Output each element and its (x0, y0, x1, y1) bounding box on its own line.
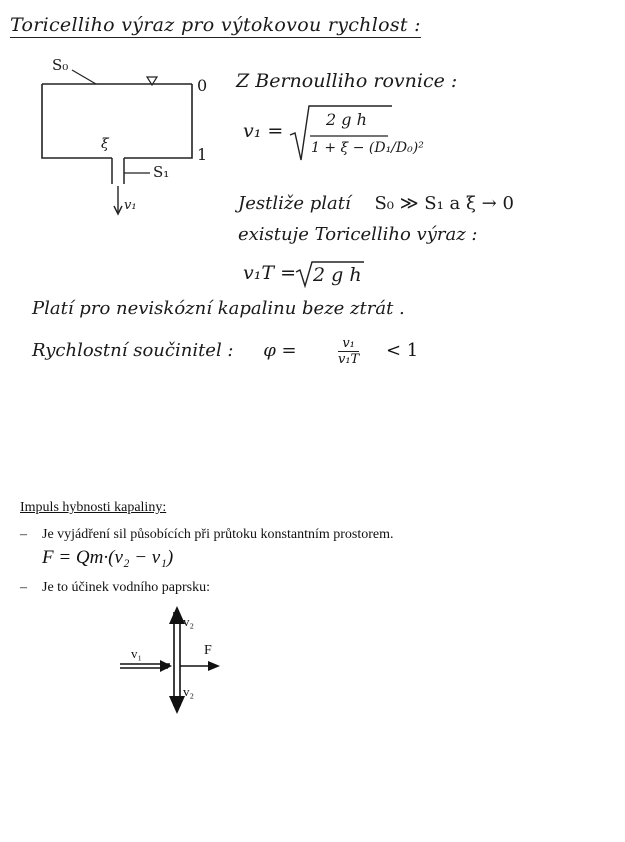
bullet-dash: – (20, 580, 27, 595)
label-level0: 0 (197, 76, 208, 95)
coef-denominator: v₁T (338, 352, 360, 367)
label-s1: S₁ (153, 163, 170, 181)
eq1-numerator: 2 g h (326, 110, 367, 129)
eq1-denominator: 1 + ξ − (D₁/D₀)² (311, 140, 424, 156)
existence-line: existuje Toricelliho výraz : (238, 224, 478, 245)
bullet-forces-text: Je vyjádření sil působících při průtoku konstantním prostorem. (42, 527, 394, 542)
eq1-lhs: v₁ = (243, 120, 284, 142)
label-s0: S₀ (52, 56, 69, 74)
handwritten-title: Toricelliho výraz pro výtokovou rychlost : (10, 14, 421, 36)
bullet-dash: – (20, 527, 27, 542)
coef-text: Rychlostní součinitel : (32, 340, 234, 361)
jet-label-v1: v₁ (131, 646, 143, 661)
coef-numerator: v₁ (338, 336, 359, 352)
jet-label-force: F (204, 643, 212, 658)
jet-label-v2-top: v₂ (183, 614, 195, 629)
jet-label-v2-bottom: v₂ (183, 684, 195, 699)
condition-math: S₀ ≫ S₁ a ξ → 0 (374, 193, 514, 214)
label-level1: 1 (197, 145, 208, 164)
section-title: Impuls hybnosti kapaliny: (20, 500, 167, 515)
coef-rhs: < 1 (386, 340, 419, 361)
eq2-rhs: 2 g h (313, 264, 362, 286)
eq2-lhs: v₁T = (243, 262, 296, 284)
condition-text: Jestliže platí (238, 193, 351, 214)
coef-symbol: φ = (263, 340, 297, 361)
label-outflow-v1: v₁ (124, 198, 137, 213)
bullet-jet-text: Je to účinek vodního paprsku: (42, 580, 210, 595)
bernoulli-intro: Z Bernoulliho rovnice : (236, 70, 458, 92)
no-loss-line: Platí pro neviskózní kapalinu beze ztrát . (32, 298, 405, 319)
label-xi: ξ (101, 136, 109, 152)
momentum-equation: F = Qm·(v₂ − v₁) (42, 547, 174, 568)
